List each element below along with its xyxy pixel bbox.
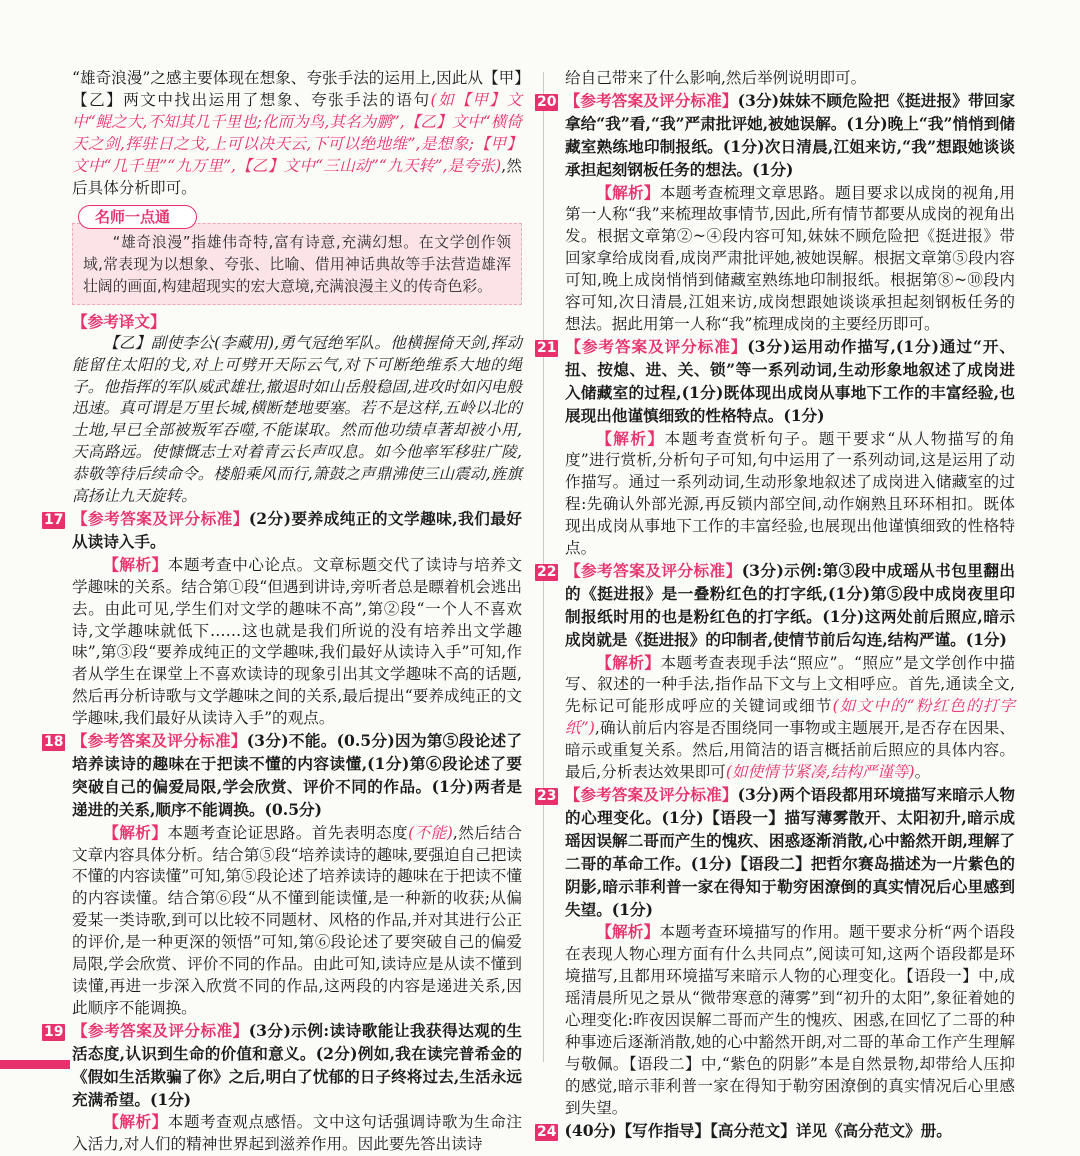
q20-text: (3分)妹妹不顾危险把《挺进报》带回家拿给“我”看,“我”严肃批评她,被她误解。(1分)晚上“我”悄悄到储藏室熟练地印制报纸。(1分)次日清晨,江姐来访,“我”想跟她谈谈承担起刻钢板任务的想法。(1分) [565,90,1015,179]
q18-answer [44,730,522,822]
tip-box [72,223,522,304]
q23-answer [537,784,1015,921]
q19-number: 19 [44,1023,64,1040]
q20-tag: 【参考答案及评分标准】 [564,90,738,110]
q19-tag: 【参考答案及评分标准】 [71,1020,249,1040]
q22-tag: 【参考答案及评分标准】 [564,560,742,580]
intro-line: “雄奇浪漫”之感主要体现在想象、夸张手法的运用上,因此从 [72,69,483,87]
q22-expl-tag: 【解析】 [596,652,661,672]
q22-expl-c: 。 [914,763,931,782]
q23-number: 23 [537,788,557,804]
q17-number: 17 [44,511,64,528]
intro-line: 【甲】【乙】两文中找出运用了想象、夸张手法的语句 [72,69,522,109]
q22-expl-pink-2: (如使情节紧凑,结构严谨等) [725,763,915,782]
q23-expl-text: 本题考查环境描写的作用。题干要求分析“两个语段在表现人物心理方面有什么共同点”,阅读可知,这两个语段都是环境描写,且都用环境描写来暗示人物的心理变化。【语段一】中,成瑶清晨所见之景从“微带寒意的薄雾”到“初升的太阳”,象征着她的心理变化:昨夜因误解二哥而产生的愧疚、困惑,在回忆了二哥的种种事迹后逐渐消散,她的心中豁然开朗,对二哥的革命工作产生理解与敬佩。【语段二】中,“紫色的阴影”本是自然景物,却带给人压抑的感觉,暗示菲利普一家在得知于勒穷困潦倒的真实情况后心里感到失望。 [565,923,1015,1117]
q20-explanation [565,182,1015,336]
q18-expl-pink: (不能) [408,823,453,842]
q19-answer [44,1020,522,1112]
q21-expl-tag: 【解析】 [596,428,665,448]
q22-number: 22 [537,563,557,580]
page-corner-mark [0,1060,70,1069]
q17-explanation [72,554,522,730]
q17-tag: 【参考答案及评分标准】 [71,508,249,528]
q22-text: (3分)示例:第③段中成瑶从书包里翻出的《挺进报》是一叠粉红色的打字纸,(1分)第⑤段中成岗夜里印制报纸时用的也是粉红色的打字纸。(1分)这两处前后照应,暗示成岗就是《挺进报》的印制者,使情节前后勾连,结构严谨。(1分) [565,560,1015,649]
q18-expl-tag: 【解析】 [103,822,168,842]
q19-text: (3分)示例:读诗歌能让我获得达观的生活态度,认识到生命的价值和意义。(2分)例如,我在读完普希金的《假如生活欺骗了你》之后,明白了忧郁的日子终将过去,生活永远充满希望。(1分) [72,1020,522,1109]
q23-expl-tag: 【解析】 [596,922,660,942]
q18-expl-a: 本题考查论证思路。首先表明态度 [167,823,409,842]
q22-expl-pink-1: (如文中的“粉红色的打字纸”) [565,697,1015,738]
q19-expl-text: 本题考查观点感悟。文中这句话强调诗歌为生命注入活力,对人们的精神世界起到滋养作用。因此要先答出读诗 [72,1113,522,1154]
q17-text: (2分)要养成纯正的文学趣味,我们最好从读诗入手。 [72,508,522,551]
q21-expl-text: 本题考查赏析句子。题干要求“从人物描写的角度”进行赏析,分析句子可知,句中运用了一系列动词,这是运用了动作描写。通过一系列动词,生动形象地叙述了成岗进入储藏室的过程:先确认外部光源,再反锁内部空间,动作娴熟且环环相扣。既体现出成岗从事地下工作的丰富经验,也展现出他谨慎细致的性格特点。 [565,429,1015,558]
q19-explanation [72,1111,522,1156]
tip-title: 名师一点通 [78,205,197,229]
q21-explanation [565,428,1015,560]
q21-text: (3分)运用动作描写,(1分)通过“开、扭、按熄、进、关、锁”等一系列动词,生动形象地叙述了成岗进入储藏室的过程,(1分)既体现出成岗从事地下工作的丰富经验,也展现出他谨慎细致的性格特点。(1分) [565,336,1015,425]
q18-explanation [72,822,522,1020]
q20-expl-text: 本题考查梳理文章思路。题目要求以成岗的视角,用第一人称“我”来梳理故事情节,因此,所有情节都要从成岗的视角出发。根据文章第②~④段内容可知,妹妹不顾危险把《挺进报》带回家拿给成岗看,成岗严肃批评她,被她误解。根据文章第⑤段内容可知,晚上成岗悄悄到储藏室熟练地印制报纸。根据第⑧~⑩段内容可知,次日清晨,江姐来访,成岗想跟她谈谈承担起刻钢板任务的想法。据此用第一人称“我”梳理成岗的主要经历即可。 [565,183,1015,333]
q17-expl-tag: 【解析】 [103,554,168,574]
intro-paragraph [72,68,522,199]
ref-translation: 【乙】副使李公(李藏用),勇气冠绝军队。他横握倚天剑,挥动能留住太阳的戈,对上可劈开天际云气,对下可断绝维系大地的绳子。他指挥的军队威武雄壮,撤退时如山岳般稳固,进攻时如闪电般迅速。真可谓是万里长城,横断楚地要塞。若不是这样,五岭以北的土地,早已全部被叛军吞噬,不能谋取。然而他功绩卓著却被小用,天高路远。使慷慨志士对着青云长声叹息。如今他率军移驻广陵,恭敬等待后续命令。楼船乘风而行,箫鼓之声鼎沸使三山震动,旌旗高扬让九天旋转。 [72,333,522,506]
right-column [537,68,1015,1143]
q19-continuation: 给自己带来了什么影响,然后举例说明即可。 [565,69,867,87]
q23-text: (3分)两个语段都用环境描写来暗示人物的心理变化。(1分)【语段一】描写薄雾散开、太阳初升,暗示成瑶因误解二哥而产生的愧疚、困惑逐渐消散,心中豁然开朗,理解了二哥的革命工作。(1分)【语段二】把哲尔赛岛描述为一片紫色的阴影,暗示菲利普一家在得知于勒穷困潦倒的真实情况后心里感到失望。(1分) [565,785,1015,919]
ref-title: 【参考译文】 [72,311,166,331]
q22-expl-b: ,确认前后内容是否围绕同一事物或主题展开,是否存在因果、暗示或重复关系。然后,用简洁的语言概括前后照应的具体内容。最后,分析表达效果即可 [565,719,1015,782]
q20-expl-tag: 【解析】 [596,182,660,202]
q21-answer [537,336,1015,428]
q24-answer [537,1120,1015,1143]
q21-tag: 【参考答案及评分标准】 [564,336,748,356]
tip-text: “雄奇浪漫”指雄伟奇特,富有诗意,充满幻想。在文学创作领域,常表现为以想象、夸张、比喻、借用神话典故等手法营造雄浑壮阔的画面,构建超现实的宏大意境,充满浪漫主义的传奇色彩。 [83,234,511,296]
q17-answer [44,508,522,554]
q18-tag: 【参考答案及评分标准】 [71,731,247,751]
left-column [44,68,522,1156]
q24-number: 24 [537,1123,557,1140]
q22-explanation [565,652,1015,784]
q18-number: 18 [44,734,64,751]
q20-number: 20 [537,93,557,110]
q20-answer [537,90,1015,182]
intro-example: (如【甲】文中“鲲之大,不知其几千里也;化而为鸟,其名为鹏”,【乙】文中“横倚天之剑,挥驻日之戈,上可以决天云,下可以绝地维”,是想象;【甲】文中“几千里”“九万里”,【乙】文中“三山动”“九天转”,是夸张) [72,90,522,175]
q22-expl-a: 本题考查表现手法“照应”。“照应”是文学创作中描写、叙述的一种手法,指作品下文与上文相呼应。首先,通读全文,先标记可能形成呼应的关键词或细节 [565,653,1015,716]
q18-text: (3分)不能。(0.5分)因为第⑤段论述了培养读诗的趣味在于把读不懂的内容读懂,(1分)第⑥段论述了要突破自己的偏爱局限,学会欣赏、评价不同的作品。(1分)两者是递进的关系,顺序不能调换。(0.5分) [72,731,522,819]
q18-expl-b: ,然后结合文章内容具体分析。结合第⑤段“培养读诗的趣味,要强迫自己把读不懂的内容读懂”可知,第⑤段论述了培养读诗的趣味在于把读不懂的内容读懂。结合第⑥段“从不懂到能读懂,是一种新的收获;从偏爱某一类诗歌,到可以比较不同题材、风格的作品,并对其进行公正的评价,是一种更深的领悟”可知,第⑥段论述了要突破自己的偏爱局限,学会欣赏、评价不同的作品。由此可知,读诗应是从读不懂到读懂,再进一步深入欣赏不同的作品,这两段的内容是递进关系,因此顺序不能调换。 [72,823,522,1017]
q21-number: 21 [537,339,557,356]
q17-expl-text: 本题考查中心论点。文章标题交代了读诗与培养文学趣味的关系。结合第①段“但遇到讲诗,旁听者总是瞟着机会逃出去。由此可见,学生们对文学的趣味不高”,第②段“一个人不喜欢诗,文学趣味就低下……这也就是我们所说的没有培养出文学趣味”,第③段“要养成纯正的文学趣味,我们最好从读诗入手”可知,作者从学生在课堂上不喜欢读诗的现象引出其文学趣味不高的话题,然后再分析诗歌与文学趣味之间的关系,最后提出“要养成纯正的文学趣味,我们最好从读诗入手”的观点。 [72,555,522,728]
q23-tag: 【参考答案及评分标准】 [564,785,738,804]
intro-tail: ,然后具体分析即可。 [72,156,522,197]
q24-text: (40分)【写作指导】【高分范文】详见《高分范文》册。 [564,1120,952,1140]
q22-answer [537,560,1015,652]
q23-explanation [565,921,1015,1119]
q19-expl-tag: 【解析】 [103,1112,168,1132]
